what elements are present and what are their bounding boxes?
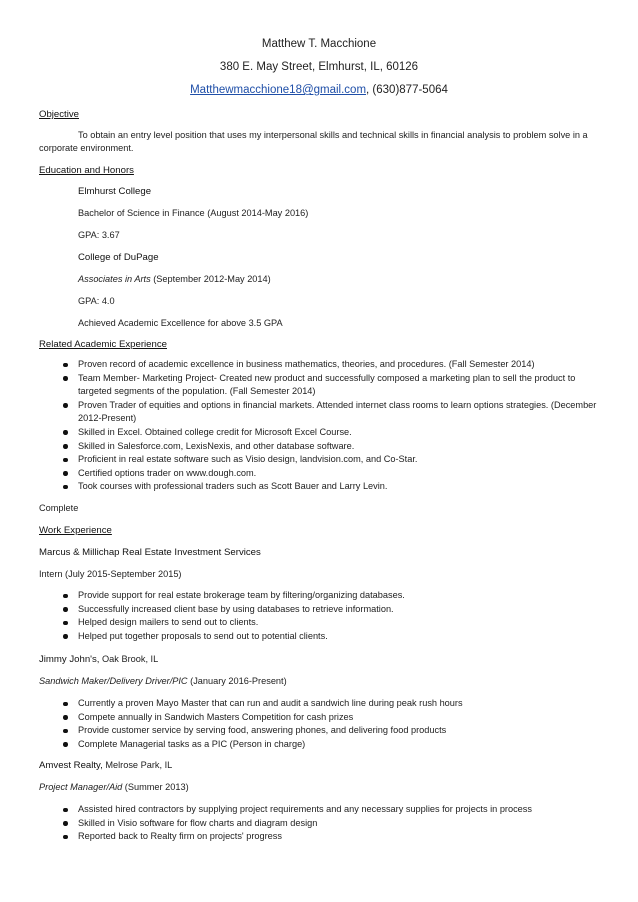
role-jimmy-johns-dates: (January 2016-Present) [187,676,287,686]
employer-amvest-line [39,759,172,772]
amvest-duties [39,803,602,844]
degree-dupage [78,273,271,286]
list-item: Reported back to Realty firm on projects' progress [39,830,602,844]
education-heading: Education and Honors [39,165,134,176]
objective-heading: Objective [39,109,79,120]
complete-note: Complete [39,503,79,513]
list-item: Provide customer service by serving food, answering phones, and delivering food products [39,724,602,738]
list-item: Helped put together proposals to send out to potential clients. [39,630,602,644]
role-marcus: Intern (July 2015-September 2015) [39,569,182,579]
academic-honor: Achieved Academic Excellence for above 3.5 GPA [78,318,283,328]
related-heading: Related Academic Experience [39,339,167,350]
list-item: Successfully increased client base by using databases to retrieve information. [39,603,602,617]
list-item: Proficient in real estate software such as Visio design, landvision.com, and Co-Star. [39,453,602,467]
role-jimmy-johns-title: Sandwich Maker/Delivery Driver/PIC [39,676,188,686]
location-amvest: Melrose Park, IL [102,760,173,770]
role-amvest-title: Project Manager/Aid [39,782,123,792]
school-elmhurst: Elmhurst College [78,186,152,197]
employer-jimmy-johns-line [39,653,158,666]
employer-amvest: Amvest Realty, [39,760,103,771]
list-item: Took courses with professional traders such as Scott Bauer and Larry Levin. [39,480,602,494]
contact-line [0,84,638,96]
candidate-address: 380 E. May Street, Elmhurst, IL, 60126 [219,61,419,73]
role-jimmy-johns [39,675,287,688]
list-item: Skilled in Visio software for flow charts and diagram design [39,817,602,831]
list-item: Skilled in Excel. Obtained college credit for Microsoft Excel Course. [39,426,602,440]
gpa-elmhurst: GPA: 3.67 [78,230,120,240]
jimmy-johns-duties [39,697,602,751]
role-amvest-dates: (Summer 2013) [122,782,189,792]
objective-text: To obtain an entry level position that uses my interpersonal skills and technical skills in financial analysis to problem solve in a corporate environment. [39,130,588,153]
degree-dupage-dates: (September 2012-May 2014) [150,274,271,284]
list-item: Helped design mailers to send out to clients. [39,616,602,630]
degree-elmhurst: Bachelor of Science in Finance (August 2014-May 2016) [78,208,309,218]
list-item: Complete Managerial tasks as a PIC (Person in charge) [39,738,602,752]
list-item: Team Member- Marketing Project- Created new product and successfully composed a marketing plan to sell the product to targeted segments of the population. (Fall Semester 2014) [39,372,602,399]
list-item: Compete annually in Sandwich Masters Competition for cash prizes [39,711,602,725]
marcus-duties [39,589,602,643]
employer-jimmy-johns: Jimmy John's, [39,654,100,665]
list-item: Certified options trader on www.dough.com. [39,467,602,481]
phone-number: , (630)877-5064 [366,84,448,96]
list-item: Proven Trader of equities and options in financial markets. Attended internet class rooms to learn options strategies. (December 2012-Present) [39,399,602,426]
list-item: Provide support for real estate brokerage team by filtering/organizing databases. [39,589,602,603]
gpa-dupage: GPA: 4.0 [78,296,115,306]
list-item: Skilled in Salesforce.com, LexisNexis, and other database software. [39,440,602,454]
employer-marcus: Marcus & Millichap Real Estate Investment Services [39,547,261,558]
location-jimmy-johns: Oak Brook, IL [99,654,159,664]
list-item: Currently a proven Mayo Master that can run and audit a sandwich line during peak rush hours [39,697,602,711]
email-link[interactable]: Matthewmacchione18@gmail.com [190,84,367,96]
school-dupage: College of DuPage [78,252,159,263]
work-heading: Work Experience [39,525,112,536]
candidate-name: Matthew T. Macchione [261,38,377,50]
related-list [39,358,602,494]
list-item: Assisted hired contractors by supplying project requirements and any necessary supplies for projects in process [39,803,602,817]
degree-dupage-title: Associates in Arts [78,274,151,284]
role-amvest [39,781,189,794]
list-item: Proven record of academic excellence in business mathematics, theories, and procedures. (Fall Semester 2014) [39,358,602,372]
